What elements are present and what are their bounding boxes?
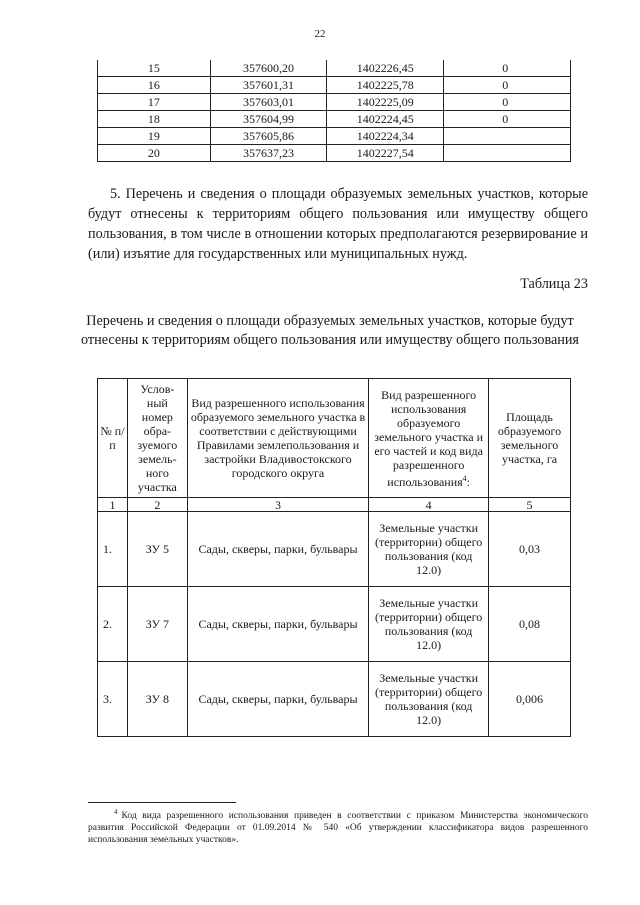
plot-code: ЗУ 5	[127, 512, 187, 587]
pzz-use: Сады, скверы, парки, бульвары	[187, 662, 368, 737]
coord-x: 357600,20	[210, 60, 327, 77]
section-paragraph-text: 5. Перечень и сведения о площади образуемых земельных участков, которые будут отнесены к территориям общего пользования или имуществу общего пользования, в том числе в отношении которых предполагаются резервирование и (или) изъятие для государственных или муниципальных нужд.	[88, 186, 588, 262]
value-cell	[444, 145, 571, 162]
area: 0,03	[489, 512, 571, 587]
coord-x: 357601,31	[210, 77, 327, 94]
table-label: Таблица 23	[520, 276, 588, 292]
value-cell	[444, 128, 571, 145]
coord-x: 357605,86	[210, 128, 327, 145]
table-row	[98, 94, 571, 111]
table-header-row	[98, 379, 571, 498]
header-code: Услов-ный номер обра-зуемого земель-ного участка	[127, 379, 187, 498]
use-code: Земельные участки (территории) общего пользования (код 12.0)	[369, 662, 489, 737]
column-number: 1	[98, 498, 128, 512]
footnote-mark: 4	[114, 808, 118, 816]
use-code: Земельные участки (территории) общего пользования (код 12.0)	[369, 587, 489, 662]
point-number: 20	[98, 145, 211, 162]
plot-code: ЗУ 8	[127, 662, 187, 737]
table-row	[98, 77, 571, 94]
page-number: 22	[314, 28, 326, 40]
header-pzz-use: Вид разрешенного использования образуемого земельного участка в соответствии с действующими Правилами землепользования и застройки Владивостокского городского округа	[187, 379, 368, 498]
coordinates-table	[97, 60, 571, 162]
column-number: 2	[127, 498, 187, 512]
land-plots-table	[97, 378, 571, 737]
point-number: 16	[98, 77, 211, 94]
area: 0,006	[489, 662, 571, 737]
coord-y: 1402224,45	[327, 111, 444, 128]
table-row	[98, 512, 571, 587]
footnote-reference: 4	[462, 473, 467, 483]
coord-x: 357603,01	[210, 94, 327, 111]
coord-y: 1402227,54	[327, 145, 444, 162]
footnote-divider	[88, 802, 236, 803]
row-index: 2.	[98, 587, 128, 662]
coord-x: 357604,99	[210, 111, 327, 128]
value-cell: 0	[444, 111, 571, 128]
table-row	[98, 128, 571, 145]
coord-y: 1402225,09	[327, 94, 444, 111]
table-row	[98, 587, 571, 662]
header-area: Площадь образуемого земельного участка, га	[489, 379, 571, 498]
footnote	[88, 806, 588, 846]
point-number: 18	[98, 111, 211, 128]
footnote-text: Код вида разрешенного использования приведен в соответствии с приказом Министерства экономического развития Российской Федерации от 01.09.2014 № 540 «Об утверждении классификатора видов разрешенного использования земельных участков».	[88, 811, 588, 846]
header-use-code-suffix: :	[466, 474, 470, 489]
table-title: Перечень и сведения о площади образуемых земельных участков, которые будут отнесены к территориям общего пользования или имуществу общего пользования	[81, 313, 579, 348]
column-numbers-row	[98, 498, 571, 512]
value-cell: 0	[444, 77, 571, 94]
area: 0,08	[489, 587, 571, 662]
point-number: 19	[98, 128, 211, 145]
row-index: 1.	[98, 512, 128, 587]
coord-x: 357637,23	[210, 145, 327, 162]
table-row	[98, 662, 571, 737]
point-number: 17	[98, 94, 211, 111]
column-number: 3	[187, 498, 368, 512]
coord-y: 1402226,45	[327, 60, 444, 77]
value-cell: 0	[444, 94, 571, 111]
coord-y: 1402224,34	[327, 128, 444, 145]
section-paragraph	[88, 184, 588, 264]
header-index: № п/п	[98, 379, 128, 498]
column-number: 5	[489, 498, 571, 512]
plot-code: ЗУ 7	[127, 587, 187, 662]
table-row	[98, 60, 571, 77]
table-row	[98, 111, 571, 128]
header-use-code-text: Вид разрешенного использования образуемого земельного участка и его частей и код вида разрешенного использования	[374, 387, 484, 489]
point-number: 15	[98, 60, 211, 77]
use-code: Земельные участки (территории) общего пользования (код 12.0)	[369, 512, 489, 587]
header-use-code	[369, 379, 489, 498]
value-cell: 0	[444, 60, 571, 77]
pzz-use: Сады, скверы, парки, бульвары	[187, 587, 368, 662]
row-index: 3.	[98, 662, 128, 737]
coord-y: 1402225,78	[327, 77, 444, 94]
table-row	[98, 145, 571, 162]
column-number: 4	[369, 498, 489, 512]
pzz-use: Сады, скверы, парки, бульвары	[187, 512, 368, 587]
